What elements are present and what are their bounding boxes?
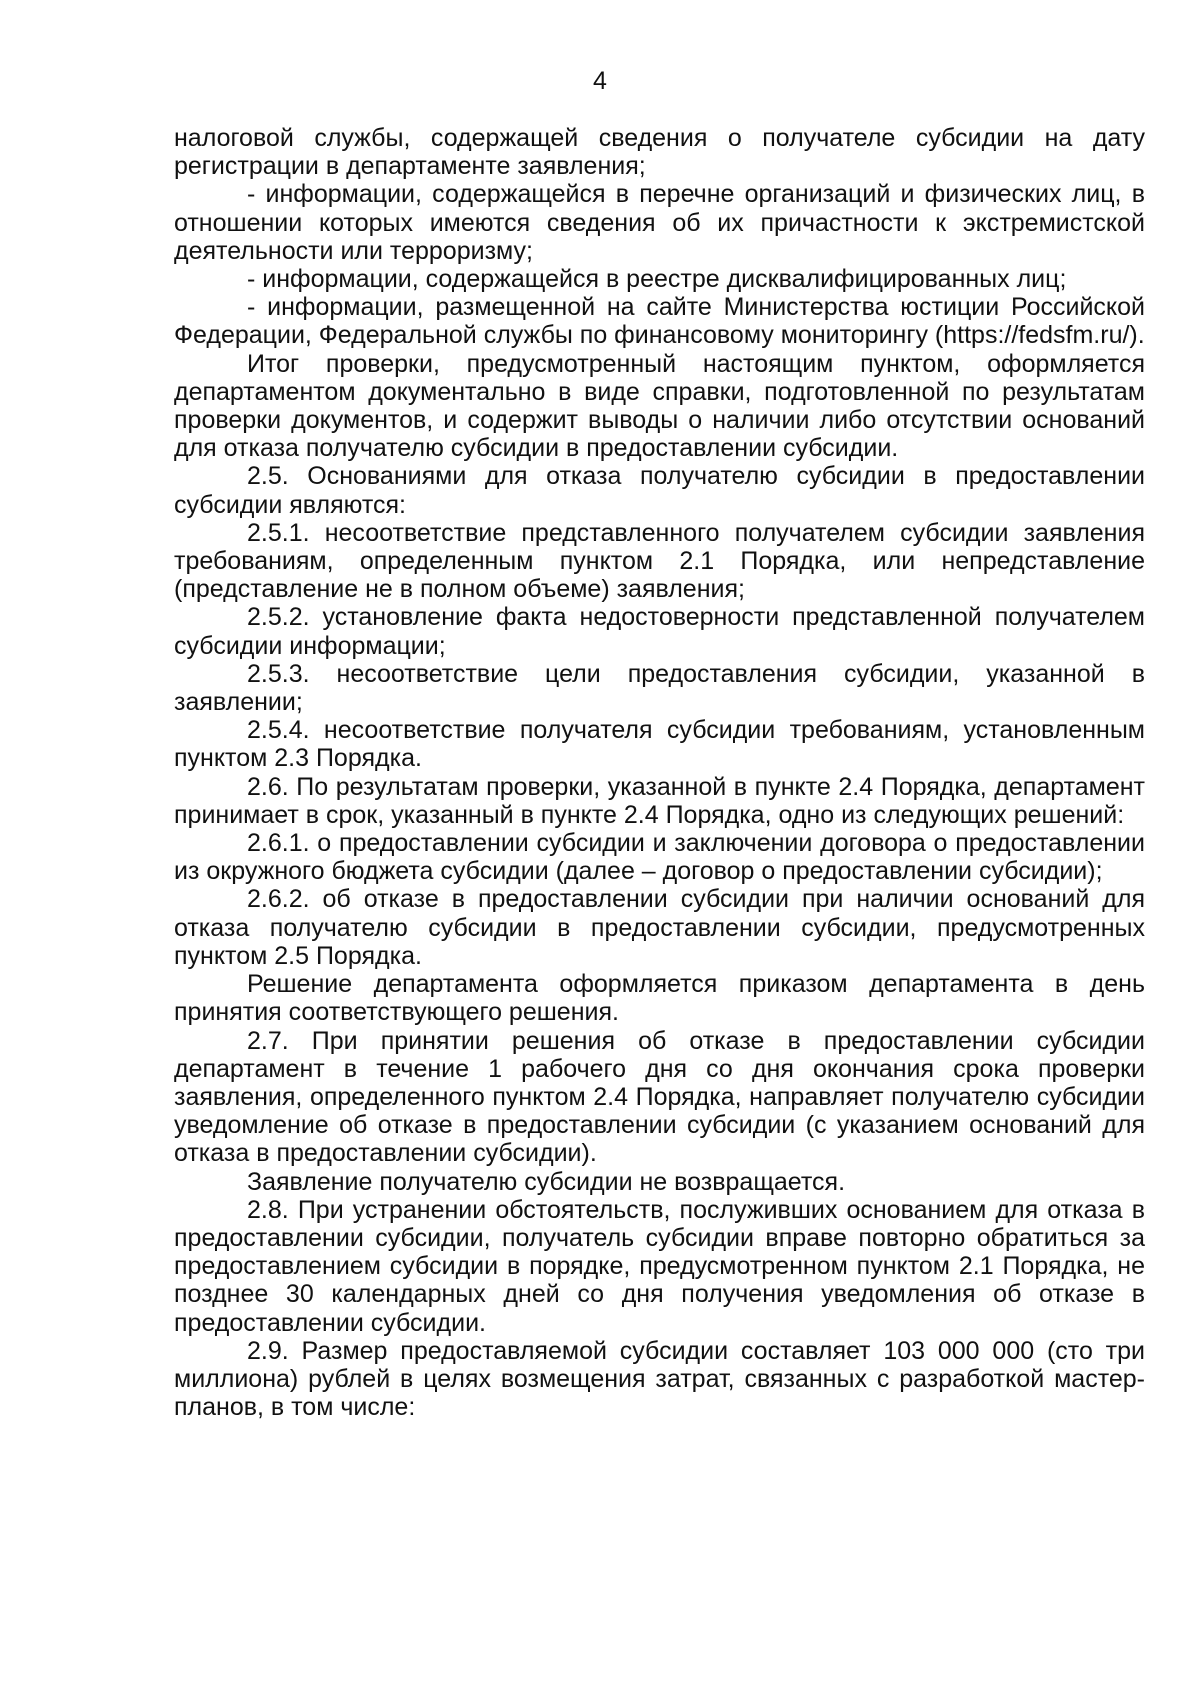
- paragraph: 2.6. По результатам проверки, указанной в пункте 2.4 Порядка, департамент принимает в срок, указанный в пункте 2.4 Порядка, одно из следующих решений:: [174, 772, 1145, 829]
- paragraph: - информации, размещенной на сайте Министерства юстиции Российской Федерации, Федеральной службы по финансовому мониторингу (https://fedsfm.ru/).: [174, 293, 1145, 350]
- paragraph: 2.6.2. об отказе в предоставлении субсидии при наличии оснований для отказа получателю субсидии в предоставлении субсидии, предусмотренных пунктом 2.5 Порядка.: [174, 885, 1145, 970]
- paragraph: Заявление получателю субсидии не возвращается.: [247, 1167, 846, 1196]
- paragraph: 2.7. При принятии решения об отказе в предоставлении субсидии департамент в течение 1 рабочего дня со дня окончания срока проверки заявления, определенного пунктом 2.4 Порядка, направляет получателю субсидии уведомление об отказе в предоставлении субсидии (с указанием оснований для отказа в предоставлении субсидии).: [174, 1026, 1145, 1168]
- paragraph: - информации, содержащейся в реестре дисквалифицированных лиц;: [247, 265, 1067, 294]
- paragraph: 2.9. Размер предоставляемой субсидии составляет 103 000 000 (сто три миллиона) рублей в целях возмещения затрат, связанных с разработкой мастер-планов, в том числе:: [174, 1336, 1145, 1422]
- paragraph: 2.8. При устранении обстоятельств, послуживших основанием для отказа в предоставлении субсидии, получатель субсидии вправе повторно обратиться за предоставлением субсидии в порядке, предусмотренном пунктом 2.1 Порядка, не позднее 30 календарных дней со дня получения уведомления об отказе в предоставлении субсидии.: [174, 1195, 1145, 1337]
- paragraph: - информации, содержащейся в перечне организаций и физических лиц, в отношении которых имеются сведения об их причастности к экстремистской деятельности или терроризму;: [174, 180, 1145, 265]
- paragraph: 2.5.2. установление факта недостоверности представленной получателем субсидии информации;: [174, 603, 1145, 660]
- paragraph: налоговой службы, содержащей сведения о получателе субсидии на дату регистрации в департаменте заявления;: [174, 124, 1145, 181]
- paragraph: 2.5.4. несоответствие получателя субсидии требованиям, установленным пунктом 2.3 Порядка.: [174, 716, 1145, 773]
- paragraph: 2.5. Основаниями для отказа получателю субсидии в предоставлении субсидии являются:: [174, 462, 1145, 519]
- paragraph: Решение департамента оформляется приказом департамента в день принятия соответствующего решения.: [174, 970, 1145, 1027]
- paragraph: Итог проверки, предусмотренный настоящим пунктом, оформляется департаментом документально в виде справки, подготовленной по результатам проверки документов, и содержит выводы о наличии либо отсутствии оснований для отказа получателю субсидии в предоставлении субсидии.: [174, 349, 1145, 463]
- document-body: [174, 124, 1145, 1421]
- page-number: 4: [593, 67, 607, 95]
- paragraph: 2.5.3. несоответствие цели предоставления субсидии, указанной в заявлении;: [174, 659, 1145, 717]
- paragraph: 2.5.1. несоответствие представленного получателем субсидии заявления требованиям, определенным пунктом 2.1 Порядка, или непредставление (представление не в полном объеме) заявления;: [174, 518, 1145, 604]
- paragraph: 2.6.1. о предоставлении субсидии и заключении договора о предоставлении из окружного бюджета субсидии (далее – договор о предоставлении субсидии);: [174, 829, 1145, 886]
